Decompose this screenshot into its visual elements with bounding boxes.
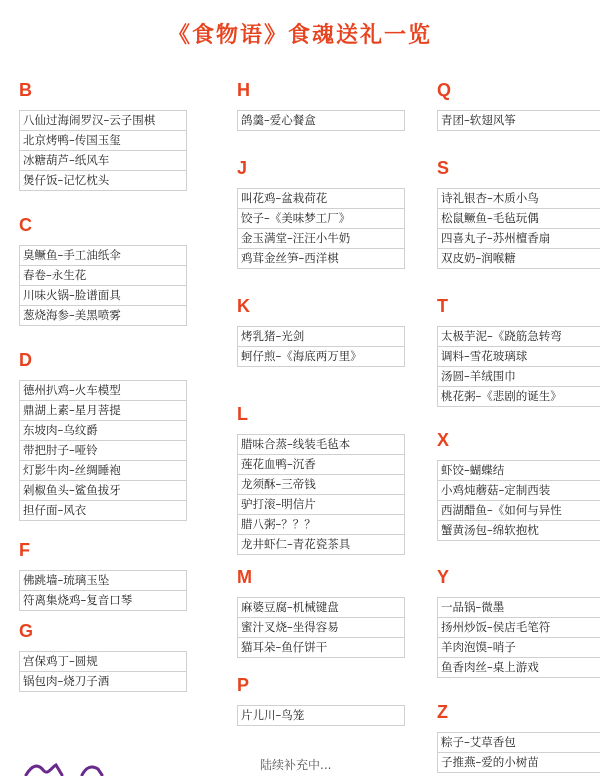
- section-letter: Y: [437, 567, 450, 587]
- list-item: 腊味合蒸–线装毛毡本: [238, 435, 404, 455]
- gift-list: [237, 326, 405, 367]
- section-letter: P: [237, 675, 250, 695]
- section-letter: C: [19, 215, 32, 235]
- gift-list: [19, 245, 187, 326]
- list-item: 担仔面–风衣: [20, 501, 186, 521]
- list-item: 灯影牛肉–丝绸睡袍: [20, 461, 186, 481]
- section-letter: K: [237, 296, 250, 316]
- list-item: 西湖醋鱼–《如何与异性: [438, 501, 600, 521]
- list-item: 鼎湖上素–星月菩提: [20, 401, 186, 421]
- section-letter: H: [237, 80, 250, 100]
- gift-list: [437, 110, 600, 131]
- list-item: 四喜丸子–苏州檀香扇: [438, 229, 600, 249]
- list-item: 粽子–艾草香包: [438, 733, 600, 753]
- decorative-logo-icon: [22, 757, 112, 776]
- list-item: 符离集烧鸡–复音口琴: [20, 591, 186, 611]
- list-item: 青团–软翅风筝: [438, 111, 600, 131]
- section-letter: Z: [437, 702, 448, 722]
- list-item: 双皮奶–润喉糖: [438, 249, 600, 269]
- section-letter: L: [237, 404, 248, 424]
- gift-list: [437, 732, 600, 773]
- section-letter: B: [19, 80, 32, 100]
- list-item: 太极芋泥–《跷筋急转弯: [438, 327, 600, 347]
- list-item: 蟹黄汤包–绵软抱枕: [438, 521, 600, 541]
- gift-list: [437, 188, 600, 269]
- list-item: 鸡茸金丝笋–西洋棋: [238, 249, 404, 269]
- list-item: 调料–雪花玻璃球: [438, 347, 600, 367]
- list-item: 莲花血鸭–沉香: [238, 455, 404, 475]
- gift-list: [237, 110, 405, 131]
- list-item: 臭鳜鱼–手工油纸伞: [20, 246, 186, 266]
- list-item: 东坡肉–乌纹爵: [20, 421, 186, 441]
- gift-list: [437, 460, 600, 541]
- list-item: 北京烤鸭–传国玉玺: [20, 131, 186, 151]
- section-letter: S: [437, 158, 450, 178]
- list-item: 八仙过海闹罗汉–云子围棋: [20, 111, 186, 131]
- list-item: 汤圆–羊绒围巾: [438, 367, 600, 387]
- list-item: 冰糖葫芦–纸风车: [20, 151, 186, 171]
- section-letter: G: [19, 621, 34, 641]
- gift-list: [237, 597, 405, 658]
- list-item: 虾饺–蝴蝶结: [438, 461, 600, 481]
- list-item: 羊肉泡馍–哨子: [438, 638, 600, 658]
- list-item: 葱烧海参–美黑喷雾: [20, 306, 186, 326]
- list-item: 诗礼银杏–木质小鸟: [438, 189, 600, 209]
- list-item: 饺子–《美味梦工厂》: [238, 209, 404, 229]
- list-item: 宫保鸡丁–圆规: [20, 652, 186, 672]
- list-item: 驴打滚–明信片: [238, 495, 404, 515]
- list-item: 佛跳墙–琉璃玉坠: [20, 571, 186, 591]
- list-item: 扬州炒饭–侯店毛笔符: [438, 618, 600, 638]
- list-item: 锅包肉–烧刀子酒: [20, 672, 186, 692]
- list-item: 龙须酥–三帝钱: [238, 475, 404, 495]
- gift-list: [19, 380, 187, 521]
- list-item: 子推燕–爱的小树苗: [438, 753, 600, 773]
- section-letter: M: [237, 567, 252, 587]
- section-letter: J: [237, 158, 248, 178]
- gift-list: [437, 597, 600, 678]
- gift-list: [19, 570, 187, 611]
- list-item: 金玉满堂–汪汪小牛奶: [238, 229, 404, 249]
- section-letter: D: [19, 350, 32, 370]
- list-item: 煲仔饭–记忆枕头: [20, 171, 186, 191]
- list-item: 蚵仔煎–《海底两万里》: [238, 347, 404, 367]
- gift-list: [237, 705, 405, 726]
- list-item: 川味火锅–脸谱面具: [20, 286, 186, 306]
- list-item: 叫花鸡–盆栽荷花: [238, 189, 404, 209]
- footer-note: 陆续补充中...: [260, 758, 332, 772]
- gift-list: [19, 651, 187, 692]
- gift-list: [237, 188, 405, 269]
- list-item: 鱼香肉丝–桌上游戏: [438, 658, 600, 678]
- section-letter: T: [437, 296, 448, 316]
- list-item: 一品锅–微墨: [438, 598, 600, 618]
- list-item: 春卷–永生花: [20, 266, 186, 286]
- list-item: 龙井虾仁–青花瓷茶具: [238, 535, 404, 555]
- list-item: 德州扒鸡–火车模型: [20, 381, 186, 401]
- list-item: 剁椒鱼头–鲨鱼拔牙: [20, 481, 186, 501]
- section-letter: X: [437, 430, 450, 450]
- list-item: 腊八粥–？？？: [238, 515, 404, 535]
- list-item: 带把肘子–哑铃: [20, 441, 186, 461]
- list-item: 桃花粥–《悲剧的诞生》: [438, 387, 600, 407]
- list-item: 片儿川–鸟笼: [238, 706, 404, 726]
- page-title: 《食物语》食魂送礼一览: [167, 23, 432, 48]
- gift-list: [437, 326, 600, 407]
- gift-list: [19, 110, 187, 191]
- section-letter: Q: [437, 80, 452, 100]
- list-item: 小鸡炖蘑菇–定制西装: [438, 481, 600, 501]
- list-item: 烤乳猪–光剑: [238, 327, 404, 347]
- list-item: 麻婆豆腐–机械键盘: [238, 598, 404, 618]
- gift-list: [237, 434, 405, 555]
- list-item: 蜜汁叉烧–坐得容易: [238, 618, 404, 638]
- list-item: 鸽羹–爱心餐盒: [238, 111, 404, 131]
- list-item: 松鼠鳜鱼–毛毡玩偶: [438, 209, 600, 229]
- section-letter: F: [19, 540, 30, 560]
- list-item: 猫耳朵–鱼仔饼干: [238, 638, 404, 658]
